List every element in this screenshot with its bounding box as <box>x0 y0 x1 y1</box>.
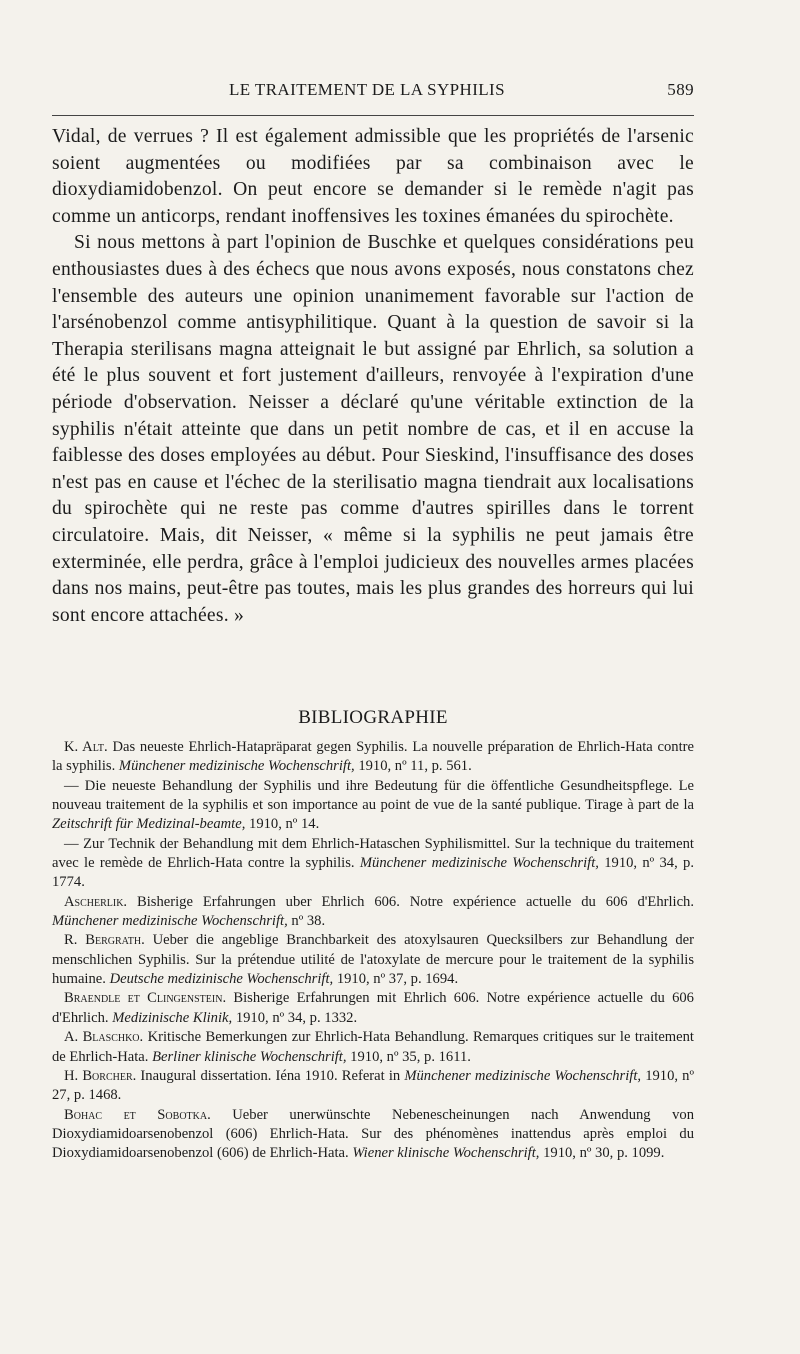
entry-author: R. Bergrath. <box>64 932 145 949</box>
entry-text: Zur Technik der Behandlung mit dem Ehrlich-Hataschen Syphilismittel. Sur la technique du traitement avec le remède de Ehrlich-Hata contre la syphilis. <box>52 835 694 872</box>
bibliography-heading: BIBLIOGRAPHIE <box>298 707 448 728</box>
entry-author: Bohac et Sobotka. <box>64 1106 211 1123</box>
bibliography-entry <box>52 835 694 893</box>
entry-ref: 1910, nº 37, p. 1694. <box>336 971 459 988</box>
entry-text: Bisherige Erfahrungen mit Ehrlich 606. Notre expérience actuelle du 606 d'Ehrlich. <box>52 990 694 1026</box>
entry-ref: 1910, nº 34, p. 1774. <box>52 855 694 891</box>
entry-ref: 1910, nº 30, p. 1099. <box>543 1145 665 1162</box>
page-number: 589 <box>667 80 694 99</box>
entry-journal: Berliner klinische Wochenschrift, <box>152 1048 347 1065</box>
entry-text: Das neueste Ehrlich-Hatapräparat gegen Syphilis. La nouvelle préparation de Ehrlich-Hata contre la syphilis. <box>52 739 694 775</box>
entry-text: Inaugural dissertation. Iéna 1910. Referat in <box>140 1067 401 1084</box>
header-rule <box>52 115 694 116</box>
entry-ref: nº 38. <box>291 913 326 930</box>
entry-author: — <box>64 835 79 852</box>
entry-author: K. Alt. <box>64 739 108 755</box>
entry-author: — <box>64 777 79 794</box>
bibliography-entry <box>52 1106 694 1164</box>
paragraph: Si nous mettons à part l'opinion de Buschke et quelques considérations peu enthousiastes dues à des échecs que nous avons exposés, nous constatons chez l'ensemble des auteurs une opinion unanimement favorable sur l'action de l'arsénobenzol comme antisyphilitique. Quant à la question de savoir si la Therapia sterilisans magna atteignait le but assigné par Ehrlich, sa solution a été le plus souvent et fort justement d'ailleurs, renvoyée à l'expiration d'une période d'observation. Neisser a déclaré qu'une véritable extinction de la syphilis n'était atteinte que dans un petit nombre de cas, et il en accuse la faiblesse des doses employées au début. Pour Sieskind, l'insuffisance des doses n'est pas en cause et l'échec de la sterilisatio magna tiendrait aux localisations du spirochète qui ne reste pas comme d'autres spirilles dans le torrent circulatoire. Mais, dit Neisser, « même si la syphilis ne peut jamais être exterminée, elle perdra, grâce à l'emploi judicieux des nouvelles armes placées dans nos mains, peut-être pas toutes, mais les plus grandes des horreurs qui lui sont encore attachées. » <box>52 232 694 626</box>
entry-ref: 1910, nº 14. <box>249 816 320 833</box>
bibliography-list <box>52 738 694 1164</box>
entry-journal: Zeitschrift für Medizinal-beamte, <box>52 816 246 833</box>
running-title: LE TRAITEMENT DE LA SYPHILIS <box>229 80 505 99</box>
entry-text: Die neueste Behandlung der Syphilis und ihre Bedeutung für die öffentliche Gesundheitspflege. Le nouveau traitement de la syphilis et son importance au point de vue de la santé publique. Tirage à part de la <box>52 777 694 814</box>
entry-author: A. Blaschko. <box>64 1029 144 1046</box>
entry-text: Ueber unerwünschte Nebenescheinungen nach Anwendung von Dioxydiamidoarsenobenzol (606) Ehrlich-Hata. Sur des phénomènes inattendus après emploi du Dioxydiamidoarsenobenzol (606) de Ehrlich-Hata. <box>52 1106 694 1162</box>
entry-journal: Medizinische Klinik, <box>112 1009 233 1026</box>
running-head <box>52 80 694 104</box>
entry-author: Ascherlik. <box>64 893 128 910</box>
entry-journal: Deutsche medizinische Wochenschrift, <box>109 971 334 988</box>
bibliography-entry <box>52 931 694 989</box>
entry-text: Kritische Bemerkungen zur Ehrlich-Hata Behandlung. Remarques critiques sur le traitement de Ehrlich-Hata. <box>52 1029 694 1065</box>
entry-ref: 1910, nº 35, p. 1611. <box>350 1048 471 1065</box>
bibliography-entry <box>52 1028 694 1067</box>
entry-author: Braendle et Clingenstein. <box>64 990 227 1007</box>
entry-author: H. Borcher. <box>64 1067 137 1084</box>
entry-ref: 1910, nº 34, p. 1332. <box>235 1009 358 1026</box>
bibliography-entry <box>52 738 694 777</box>
bibliography-entry <box>52 893 694 932</box>
paragraph: Vidal, de verrues ? Il est également admissible que les propriétés de l'arsenic soient augmentées ou modifiées par sa combinaison avec le dioxydiamidobenzol. On peut encore se demander si le remède n'agit pas comme un anticorps, rendant inoffensives les toxines émanées du spirochète. <box>52 126 694 227</box>
entry-journal: Wiener klinische Wochenschrift, <box>352 1145 540 1162</box>
entry-journal: Münchener medizinische Wochenschrift, <box>52 913 288 930</box>
bibliography-entry <box>52 989 694 1028</box>
entry-journal: Münchener medizinische Wochenschrift, <box>404 1067 642 1084</box>
bibliography-entry <box>52 777 694 835</box>
entry-journal: Münchener medizinische Wochenschrift, <box>359 855 599 872</box>
entry-ref: 1910, nº 27, p. 1468. <box>52 1067 694 1104</box>
entry-journal: Münchener medizinische Wochenschrift, <box>118 758 355 775</box>
main-text <box>52 124 694 629</box>
bibliography-entry <box>52 1067 694 1106</box>
entry-text: Bisherige Erfahrungen uber Ehrlich 606. Notre expérience actuelle du 606 d'Ehrlich. <box>137 893 695 910</box>
entry-ref: 1910, nº 11, p. 561. <box>358 758 472 775</box>
entry-text: Ueber die angeblige Branchbarkeit des atoxylsauren Quecksilbers zur Behandlung der menschlichen Syphilis. Sur la prétendue utilité de l'atoxylate de mercure pour le traitement de la syphilis humaine. <box>52 932 694 988</box>
